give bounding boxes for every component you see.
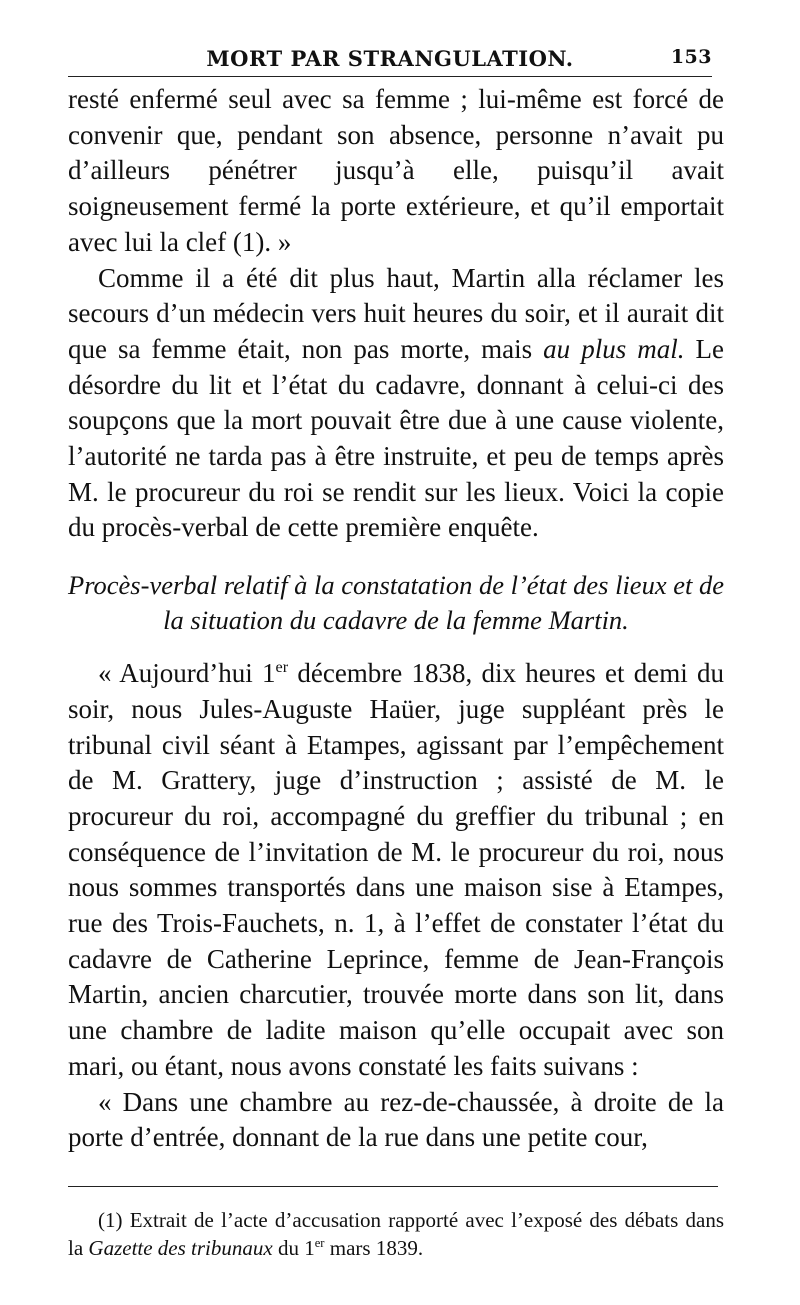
paragraph-1: resté enfermé seul avec sa femme ; lui-même est forcé de convenir que, pendant son absence, personne n’avait pu d’ailleurs pénétrer jusqu’à elle, puisqu’il avait soigneusement fermé la porte extérieure, et qu’il emportait avec lui la clef (1). »	[68, 84, 724, 257]
footnote-source: Gazette des tribunaux	[88, 1236, 273, 1260]
paragraph-3	[68, 656, 724, 1084]
section-heading: Procès-verbal relatif à la constatation de l’état des lieux et de la situation du cadavre de la femme Martin.	[68, 570, 724, 636]
footnote-divider	[68, 1186, 718, 1187]
page-number: 153	[670, 46, 712, 68]
paragraph-3-superscript: er	[275, 658, 289, 677]
footnote-text	[68, 1206, 724, 1262]
running-header	[68, 40, 712, 77]
paragraph-2-emphasis: au plus mal.	[543, 333, 685, 364]
paragraph-3-part-b: décembre 1838, dix heures et demi du soir, nous Jules-Auguste Haüer, juge suppléant près le tribunal civil séant à Etampes, agissant par l’empêchement de M. Grattery, juge d’instruction ; assisté de M. le procureur du roi, accompagné du greffier du tribunal ; en conséquence de l’invitation de M. le procureur du roi, nous nous sommes transportés dans une maison sise à Etampes, rue des Trois-Fauchets, n. 1, à l’effet de constater l’état du cadavre de Catherine Leprince, femme de Jean-François Martin, ancien charcutier, trouvée morte dans son lit, dans une chambre de ladite maison qu’elle occupait avec son mari, ou étant, nous avons constaté les faits suivans :	[68, 658, 724, 1081]
footnote-part-b: du 1	[272, 1236, 315, 1260]
paragraph-3-part-a: « Aujourd’hui 1	[98, 658, 276, 689]
main-text	[68, 82, 724, 1156]
footnote	[68, 1206, 724, 1262]
paragraph-2	[68, 261, 724, 547]
paragraph-4: « Dans une chambre au rez-de-chaussée, à droite de la porte d’entrée, donnant de la rue dans une petite cour,	[68, 1086, 724, 1153]
footnote-superscript: er	[314, 1236, 325, 1250]
paragraph-2-part-b: Le désordre du lit et l’état du cadavre, donnant à celui-ci des soupçons que la mort pouvait être due à une cause violente, l’autorité ne tarda pas à être instruite, et peu de temps après M. le procureur du roi se rendit sur les lieux. Voici la copie du procès-verbal de cette première enquête.	[68, 333, 725, 543]
footnote-part-c: mars 1839.	[324, 1236, 424, 1260]
paragraph-2-part-a: Comme il a été dit plus haut, Martin alla réclamer les secours d’un médecin vers huit heures du soir, et il aurait dit que sa femme était, non pas morte, mais	[68, 262, 724, 364]
footnote-part-a: (1) Extrait de l’acte d’accusation rapporté avec l’exposé des débats dans la	[68, 1208, 724, 1260]
running-title: MORT PAR STRANGULATION.	[206, 45, 574, 71]
